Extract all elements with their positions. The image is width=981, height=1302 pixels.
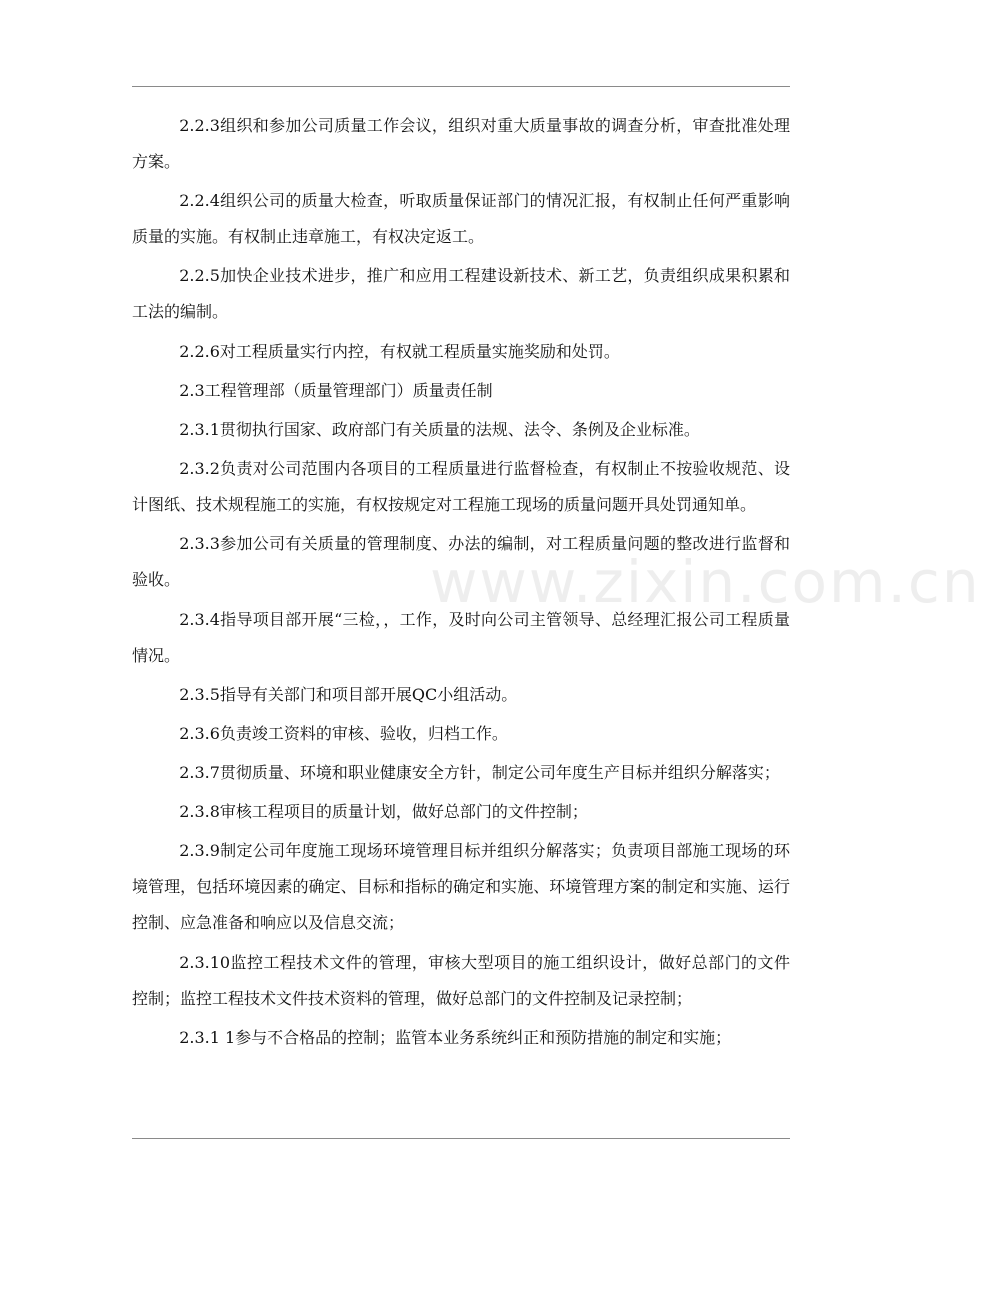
paragraph-2-2-5: 2.2.5加快企业技术进步，推广和应用工程建设新技术、新工艺，负责组织成果积累和工法的编制。 — [132, 266, 790, 322]
footer-rule — [132, 1138, 790, 1139]
paragraph-2-3-11: 2.3.1 1参与不合格品的控制；监管本业务系统纠正和预防措施的制定和实施； — [179, 1027, 732, 1047]
header-rule — [132, 86, 790, 87]
paragraph-2-3-7: 2.3.7贯彻质量、环境和职业健康安全方针，制定公司年度生产目标并组织分解落实； — [179, 763, 780, 783]
paragraph-2-3-6: 2.3.6负责竣工资料的审核、验收，归档工作。 — [179, 723, 508, 743]
paragraph-2-2-3: 2.2.3组织和参加公司质量工作会议，组织对重大质量事故的调查分析，审查批准处理方案。 — [132, 116, 790, 171]
paragraph-2-3-1: 2.3.1贯彻执行国家、政府部门有关质量的法规、法令、条例及企业标准。 — [179, 419, 700, 439]
paragraph-2-3-2: 2.3.2负责对公司范围内各项目的工程质量进行监督检查，有权制止不按验收规范、设计图纸、技术规程施工的实施，有权按规定对工程施工现场的质量问题开具处罚通知单。 — [132, 459, 790, 515]
paragraph-2-2-6: 2.2.6对工程质量实行内控，有权就工程质量实施奖励和处罚。 — [179, 341, 620, 361]
paragraph-2-3-8: 2.3.8审核工程项目的质量计划，做好总部门的文件控制； — [179, 802, 588, 822]
paragraph-2-3-9: 2.3.9制定公司年度施工现场环境管理目标并组织分解落实；负责项目部施工现场的环境管理，包括环境因素的确定、目标和指标的确定和实施、环境管理方案的制定和实施、运行控制、应急准备和响应以及信息交流； — [132, 841, 790, 933]
paragraph-2-2-4: 2.2.4组织公司的质量大检查，听取质量保证部门的情况汇报，有权制止任何严重影响质量的实施。有权制止违章施工，有权决定返工。 — [132, 191, 790, 247]
paragraph-2-3-5: 2.3.5指导有关部门和项目部开展QC小组活动。 — [179, 684, 518, 704]
document-body — [132, 108, 790, 1059]
paragraph-2-3-3: 2.3.3参加公司有关质量的管理制度、办法的编制，对工程质量问题的整改进行监督和验收。 — [132, 534, 790, 590]
paragraph-2-3-4: 2.3.4指导项目部开展“三检，，工作，及时向公司主管领导、总经理汇报公司工程质量情况。 — [132, 609, 790, 665]
paragraph-2-3-10: 2.3.10监控工程技术文件的管理，审核大型项目的施工组织设计，做好总部门的文件控制；监控工程技术文件技术资料的管理，做好总部门的文件控制及记录控制； — [132, 952, 790, 1008]
section-heading-2-3: 2.3工程管理部（质量管理部门）质量责任制 — [179, 380, 493, 400]
watermark: www.zixin.com.cn — [430, 548, 981, 616]
